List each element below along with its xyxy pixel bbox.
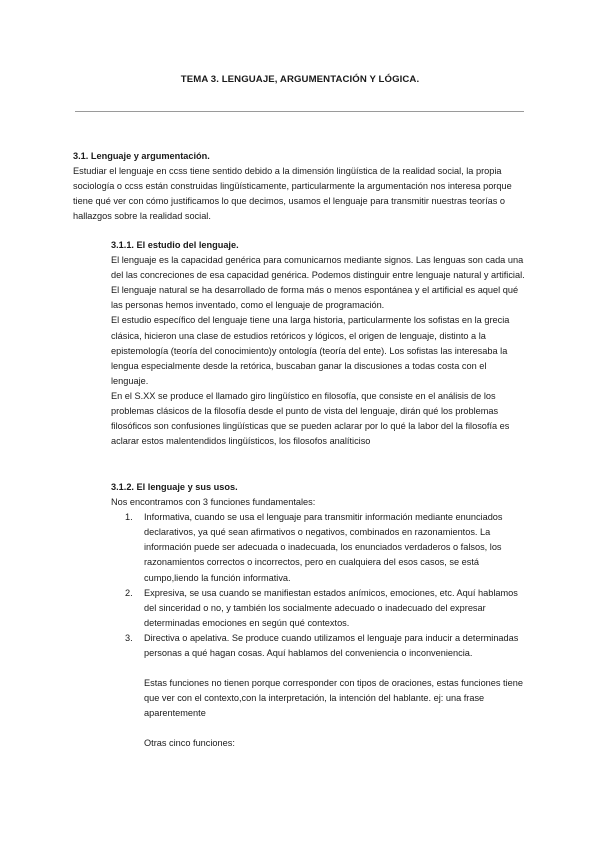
paragraph: Nos encontramos con 3 funciones fundamentales: bbox=[111, 497, 316, 508]
section-heading: 3.1.2. El lenguaje y sus usos. bbox=[111, 482, 238, 492]
paragraph: En el S.XX se produce el llamado giro lingüístico en filosofía, que consiste en el análisis de los problemas clásicos de la filosofía desde el punto de vista del lenguaje, dirán qué los problemas filosóficos son confusiones lingüísticas que se pueden aclarar por lo qué la labor del la filosofía es aclarar estos malentendidos lingüísticos, los filosofos analíticiso bbox=[111, 390, 510, 447]
paragraph: El lenguaje es la capacidad genérica para comunicarnos mediante signos. Las lenguas son cada una del las concreciones de esa capacidad genérica. Podemos distinguir entre lenguaje natural y artificial. bbox=[111, 255, 525, 281]
section-3-1-2 bbox=[111, 480, 525, 752]
list-number: 3. bbox=[125, 632, 133, 643]
paragraph: El estudio específico del lenguaje tiene una larga historia, particularmente los sofistas en la grecia clásica, hicieron una clase de estudios retóricos y lógicos, el origen de lenguaje, distinto a la epistemología (teoría del conocimiento)y ontología (teoría del ente). Los sofistas las interesaba la lengua especialmente desde la retórica, buscaban ganar la discusiones a todas costa con el lenguaje. bbox=[111, 315, 510, 386]
list-item bbox=[111, 510, 525, 585]
list-item-text: Expresiva, se usa cuando se manifiestan estados anímicos, emociones, etc. Aquí hablamos del sinceridad o no, y también los socialmente adecuado o inadecuado del expresar determinadas emociones en según qué contextos. bbox=[144, 587, 518, 628]
paragraph: Otras cinco funciones: bbox=[144, 738, 235, 749]
list-number: 1. bbox=[125, 512, 133, 523]
spacer bbox=[111, 721, 525, 736]
functions-list bbox=[111, 510, 525, 661]
paragraph: Estudiar el lenguaje en ccss tiene sentido debido a la dimensión lingüística de la realidad social, la propia sociología o ccss están construidas lingüísticamente, particularmente la argumentación nos interesa porque tiene qué ver con cómo justificamos lo que decimos, usamos el lenguaje para transmitir nuestras teorías o hallazgos sobre la realidad social. bbox=[73, 166, 512, 222]
section-3-1-1 bbox=[111, 238, 525, 449]
list-item bbox=[111, 631, 525, 661]
page-title: TEMA 3. LENGUAJE, ARGUMENTACIÓN Y LÓGICA. bbox=[180, 74, 420, 85]
list-item bbox=[111, 586, 525, 631]
title-divider bbox=[75, 111, 524, 112]
list-item-text: Directiva o apelativa. Se produce cuando utilizamos el lenguaje para inducir a determinadas personas a qué hagan cosas. Aquí hablamos del conveniencia o inconveniencia. bbox=[144, 632, 519, 659]
spacer bbox=[111, 661, 525, 676]
list-number: 2. bbox=[125, 587, 133, 598]
section-heading: 3.1. Lenguaje y argumentación. bbox=[73, 151, 210, 161]
section-heading: 3.1.1. El estudio del lenguaje. bbox=[111, 240, 239, 250]
paragraph: Estas funciones no tienen porque corresponder con tipos de oraciones, estas funciones tiene que ver con el contexto,con la interpretación, la intención del hablante. ej: una frase aparentemente bbox=[144, 678, 523, 719]
list-item-text: Informativa, cuando se usa el lenguaje para transmitir información mediante enunciados declarativos, ya qué sean afirmativos o negativos, combinados en razonamientos. La información puede ser adecuada o inadecuada, los enunciados verdaderos o falsos, los razonamientos correctos o incorrectos, pero en cualquiera del esos casos, se está cumpo,liendo la función informativa. bbox=[144, 512, 503, 583]
paragraph: El lenguaje natural se ha desarrollado de forma más o menos espontánea y el artificial es aquel qué las personas hemos inventado, como el lenguaje de programación. bbox=[111, 285, 519, 311]
section-3-1 bbox=[73, 149, 525, 224]
